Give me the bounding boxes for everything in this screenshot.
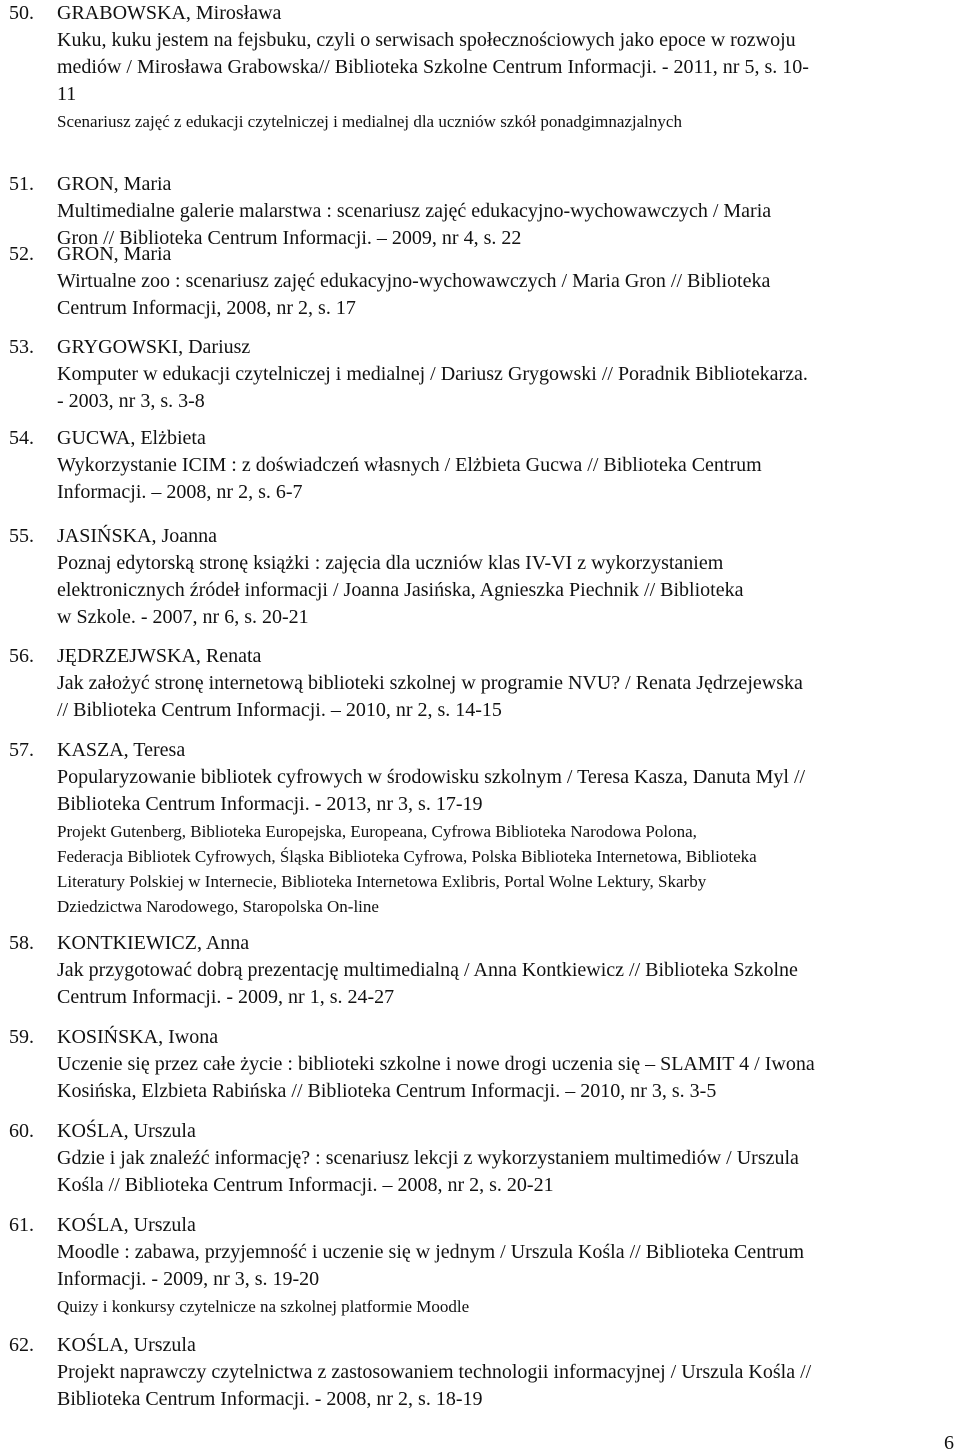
entry-title-line: Multimedialne galerie malarstwa : scenariusz zajęć edukacyjno-wychowawczych / Maria xyxy=(57,200,772,222)
entry-author: KOŚLA, Urszula xyxy=(57,1120,196,1142)
entry-title-line: Gron // Biblioteka Centrum Informacji. – 2009, nr 4, s. 22 xyxy=(57,227,522,249)
entry-body xyxy=(57,523,957,631)
entry-title-line: Projekt naprawczy czytelnictwa z zastosowaniem technologii informacyjnej / Urszula Kośla // xyxy=(57,1361,812,1383)
entry-number: 50. xyxy=(9,2,34,24)
entry-title-line: Popularyzowanie bibliotek cyfrowych w środowisku szkolnym / Teresa Kasza, Danuta Myl // xyxy=(57,766,806,788)
entry-note-line: Literatury Polskiej w Internecie, Biblioteka Internetowa Exlibris, Portal Wolne Lektury, Skarby xyxy=(57,872,707,891)
entry-title-line: 11 xyxy=(57,83,77,105)
entry-author: KOSIŃSKA, Iwona xyxy=(57,1026,219,1048)
entry-title-line: Biblioteka Centrum Informacji. - 2013, nr 3, s. 17-19 xyxy=(57,793,483,815)
entry-title-line: Uczenie się przez całe życie : biblioteki szkolne i nowe drogi uczenia się – SLAMIT 4 / Iwona xyxy=(57,1053,815,1075)
entry-title-line: Wirtualne zoo : scenariusz zajęć edukacyjno-wychowawczych / Maria Gron // Biblioteka xyxy=(57,270,771,292)
entry-title-line: Kuku, kuku jestem na fejsbuku, czyli o serwisach społecznościowych jako epoce w rozwoju xyxy=(57,29,796,51)
entry-title-line: // Biblioteka Centrum Informacji. – 2010, nr 2, s. 14-15 xyxy=(57,699,502,721)
page-number: 6 xyxy=(944,1432,954,1454)
entry-title-line: Gdzie i jak znaleźć informację? : scenariusz lekcji z wykorzystaniem multimediów / Urszula xyxy=(57,1147,799,1169)
entry-number: 57. xyxy=(9,739,34,761)
entry-number: 59. xyxy=(9,1026,34,1048)
entry-body xyxy=(57,334,957,415)
entry-title-line: Jak założyć stronę internetową biblioteki szkolnej w programie NVU? / Renata Jędrzejewska xyxy=(57,672,803,694)
entry-title-line: Centrum Informacji. - 2009, nr 1, s. 24-27 xyxy=(57,986,395,1008)
entry-author: KOŚLA, Urszula xyxy=(57,1334,196,1356)
entry-number: 52. xyxy=(9,243,34,265)
entry-number: 61. xyxy=(9,1214,34,1236)
entry-title-line: Wykorzystanie ICIM : z doświadczeń własnych / Elżbieta Gucwa // Biblioteka Centrum xyxy=(57,454,762,476)
entry-author: JĘDRZEJWSKA, Renata xyxy=(57,645,262,667)
entry-title-line: Kośla // Biblioteka Centrum Informacji. – 2008, nr 2, s. 20-21 xyxy=(57,1174,554,1196)
entry-author: KOŚLA, Urszula xyxy=(57,1214,196,1236)
entry-title-line: w Szkole. - 2007, nr 6, s. 20-21 xyxy=(57,606,309,628)
entry-note-line: Federacja Bibliotek Cyfrowych, Śląska Biblioteka Cyfrowa, Polska Biblioteka Internetowa, Biblioteka xyxy=(57,847,757,866)
entry-title-line: Informacji. - 2009, nr 3, s. 19-20 xyxy=(57,1268,320,1290)
entry-author: GUCWA, Elżbieta xyxy=(57,427,206,449)
entry-title-line: Jak przygotować dobrą prezentację multimedialną / Anna Kontkiewicz // Biblioteka Szkolne xyxy=(57,959,798,981)
entry-number: 62. xyxy=(9,1334,34,1356)
entry-number: 60. xyxy=(9,1120,34,1142)
entry-title-line: Moodle : zabawa, przyjemność i uczenie się w jednym / Urszula Kośla // Biblioteka Centrum xyxy=(57,1241,805,1263)
entry-number: 56. xyxy=(9,645,34,667)
entry-body xyxy=(57,1118,957,1199)
entry-author: GRYGOWSKI, Dariusz xyxy=(57,336,251,358)
entry-number: 58. xyxy=(9,932,34,954)
entry-author: GRON, Maria xyxy=(57,173,172,195)
entry-body xyxy=(57,241,957,322)
entry-title-line: Biblioteka Centrum Informacji. - 2008, nr 2, s. 18-19 xyxy=(57,1388,483,1410)
entry-title-line: Poznaj edytorską stronę książki : zajęcia dla uczniów klas IV-VI z wykorzystaniem xyxy=(57,552,724,574)
entry-body xyxy=(57,171,957,252)
entry-body xyxy=(57,737,957,919)
entry-body xyxy=(57,1024,957,1105)
entry-title-line: Centrum Informacji, 2008, nr 2, s. 17 xyxy=(57,297,356,319)
entry-author: GRABOWSKA, Mirosława xyxy=(57,2,282,24)
entry-body xyxy=(57,1332,957,1413)
entry-body xyxy=(57,0,957,134)
entry-author: KASZA, Teresa xyxy=(57,739,186,761)
entry-author: GRON, Maria xyxy=(57,243,172,265)
entry-title-line: elektronicznych źródeł informacji / Joanna Jasińska, Agnieszka Piechnik // Biblioteka xyxy=(57,579,744,601)
entry-title-line: Informacji. – 2008, nr 2, s. 6-7 xyxy=(57,481,303,503)
entry-author: JASIŃSKA, Joanna xyxy=(57,525,217,547)
entry-title-line: Kosińska, Elzbieta Rabińska // Biblioteka Centrum Informacji. – 2010, nr 3, s. 3-5 xyxy=(57,1080,717,1102)
entry-body xyxy=(57,1212,957,1319)
entry-number: 55. xyxy=(9,525,34,547)
entry-author: KONTKIEWICZ, Anna xyxy=(57,932,250,954)
entry-body xyxy=(57,425,957,506)
entry-note-line: Projekt Gutenberg, Biblioteka Europejska, Europeana, Cyfrowa Biblioteka Narodowa Polona, xyxy=(57,822,697,841)
entry-title-line: mediów / Mirosława Grabowska// Biblioteka Szkolne Centrum Informacji. - 2011, nr 5, s. 10- xyxy=(57,56,809,78)
entry-note-line: Dziedzictwa Narodowego, Staropolska On-line xyxy=(57,897,379,916)
entry-note-line: Quizy i konkursy czytelnicze na szkolnej platformie Moodle xyxy=(57,1297,470,1316)
entry-number: 53. xyxy=(9,336,34,358)
entry-note-line: Scenariusz zajęć z edukacji czytelniczej i medialnej dla uczniów szkół ponadgimnazjalnych xyxy=(57,112,682,131)
entry-title-line: Komputer w edukacji czytelniczej i medialnej / Dariusz Grygowski // Poradnik Bibliotekarza. xyxy=(57,363,808,385)
entry-number: 51. xyxy=(9,173,34,195)
entry-body xyxy=(57,643,957,724)
entry-title-line: - 2003, nr 3, s. 3-8 xyxy=(57,390,205,412)
entry-body xyxy=(57,930,957,1011)
entry-number: 54. xyxy=(9,427,34,449)
